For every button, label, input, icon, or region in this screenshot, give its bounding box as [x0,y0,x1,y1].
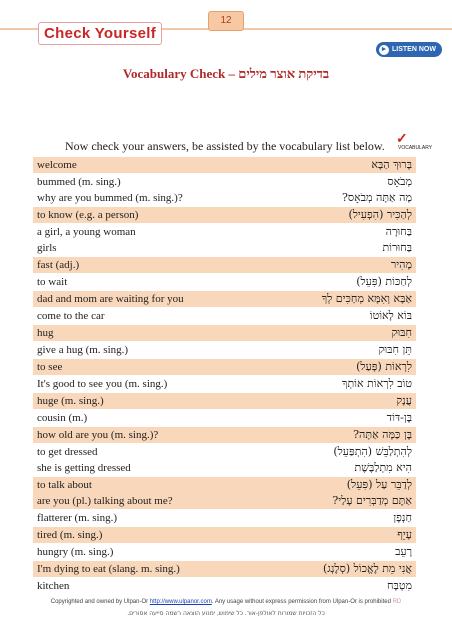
hebrew-term [273,207,416,224]
english-term [33,578,273,595]
hebrew-line: עֲנָק [396,394,412,407]
vocab-row [33,561,416,578]
english-line: she is getting dressed [37,462,131,474]
hebrew-line: מִטְבָּח [387,579,412,592]
vocab-row [33,257,416,274]
hebrew-term [273,393,416,410]
vocab-row [33,308,416,325]
english-term [33,393,273,410]
english-term [33,444,273,477]
english-line: to wait [37,276,68,288]
hebrew-line: בָּרוּךְ הַבָּא [371,158,412,171]
vocab-row [33,393,416,410]
english-term [33,561,273,578]
english-term [33,544,273,561]
hebrew-line: בֶּן-דּוֹד [386,411,412,424]
hebrew-copyright: כל הזכויות שמורות לאולפן-אור. כל שימוש, ימנוע הוצאה רשמה סייעה אסורים. [127,610,325,617]
hebrew-term [273,291,416,308]
hebrew-term [273,174,416,207]
english-term [33,157,273,174]
vocab-row [33,174,416,207]
english-term [33,359,273,376]
copyright-suffix: . Any usage without express permission from Ulpan-Or is prohibited [211,599,391,605]
vocab-row [33,578,416,595]
vocab-row [33,291,416,308]
hebrew-term [273,544,416,561]
english-line: are you (pl.) talking about me? [37,495,173,507]
vocab-row [33,157,416,174]
hebrew-line: אַבָּא וְאִמָּא מְחַכִּים לְךָ [321,292,412,305]
listen-now-label: LISTEN NOW [392,46,436,53]
english-line: how old are you (m. sing.)? [37,429,159,441]
ulpanor-link[interactable]: http://www.ulpanor.com [149,599,212,605]
hebrew-term [273,444,416,477]
english-line: give a hug (m. sing.) [37,344,129,356]
hebrew-line: תֵּן חִבּוּק [378,343,412,356]
english-term [33,257,273,274]
hebrew-term [273,527,416,544]
hebrew-line: לִרְאוֹת (פָּעַל) [356,360,412,373]
hebrew-line: בַּחוּרוֹת [382,241,412,254]
vocab-row [33,444,416,477]
vocab-row [33,376,416,393]
hebrew-line: בַּחוּרָה [385,225,412,238]
english-line: I'm dying to eat (slang. m. sing.) [37,563,180,575]
english-term [33,325,273,342]
vocabulary-table [33,157,416,595]
english-line: to talk about [37,479,92,491]
speaker-icon: ► [380,46,388,53]
vocab-row [33,342,416,359]
hebrew-line: לְהִתְלַבֵּשׁ (הִתְפַּעֵל) [333,445,412,458]
copyright-prefix: Copyrighted and owned by Ulpan-Or [50,599,150,605]
english-term [33,291,273,308]
english-term [33,342,273,359]
english-line: to know (e.g. a person) [37,209,139,221]
hebrew-line: מְבֹאָס [387,175,412,188]
vocab-row [33,427,416,444]
hebrew-line: מָה אַתָּה מְבֹאָס? [341,191,412,204]
english-line: cousin (m.) [37,412,88,424]
hebrew-term [273,224,416,257]
english-line: hungry (m. sing.) [37,546,114,558]
hebrew-line: אֲנִי מֵת לֶאֱכוֹל (סְלֶנְג) [322,562,412,575]
vocab-row [33,274,416,291]
english-term [33,308,273,325]
english-term [33,527,273,544]
hebrew-line: לְהַכִּיר (הִפְעִיל) [348,208,412,221]
english-term [33,274,273,291]
english-line: tired (m. sing.) [37,529,103,541]
english-line: hug [37,327,54,339]
english-term [33,376,273,393]
vocabulary-badge-label: VOCABULARY [398,145,433,151]
instruction-text: Now check your answers, be assisted by the vocabulary list below. [65,139,385,153]
page-title: Vocabulary Check – בדיקת אוצר מילים [122,66,330,81]
english-term [33,207,273,224]
footer-mark: RD [392,599,402,605]
english-term [33,410,273,427]
check-yourself-logo: Check Yourself [38,22,162,45]
hebrew-term [273,325,416,342]
hebrew-line: לְדַבֵּר עַל (פִּעֵל) [346,478,412,491]
english-line: dad and mom are waiting for you [37,293,184,305]
hebrew-line: רָעֵב [395,545,412,558]
hebrew-term [273,257,416,274]
hebrew-term [273,561,416,578]
hebrew-line: מָהִיר [390,258,412,271]
english-line: flatterer (m. sing.) [37,512,118,524]
hebrew-term [273,342,416,359]
hebrew-line: בֶּן כַּמָּה אַתָּה? [353,428,412,441]
hebrew-term [273,376,416,393]
english-term [33,510,273,527]
hebrew-term [273,274,416,291]
english-line: to see [37,361,63,373]
english-term [33,477,273,510]
hebrew-line: בּוֹא לָאוֹטוֹ [369,309,412,322]
hebrew-term [273,510,416,527]
hebrew-line: חִבּוּק [391,326,412,339]
hebrew-term [273,578,416,595]
hebrew-line: עָיֵף [397,528,412,541]
hebrew-line: חַנְפָן [393,511,412,524]
vocab-row [33,477,416,510]
checkmark-icon: ✓ [396,132,408,147]
english-line: huge (m. sing.) [37,395,104,407]
english-line: welcome [37,159,77,171]
vocab-row [33,207,416,224]
english-line: It's good to see you (m. sing.) [37,378,168,390]
page-number: 12 [208,11,244,31]
english-line: kitchen [37,580,70,592]
vocab-row [33,544,416,561]
english-line: bummed (m. sing.) [37,176,121,188]
hebrew-term [273,410,416,427]
copyright-footer [0,599,452,605]
hebrew-term [273,359,416,376]
vocab-row [33,359,416,376]
listen-now-button[interactable] [376,42,442,57]
hebrew-line: אַתֶּם מְדַבְּרִים עָלַי? [332,494,412,507]
vocab-row [33,410,416,427]
vocabulary-badge [394,133,432,153]
hebrew-term [273,308,416,325]
english-term [33,174,273,207]
english-line: fast (adj.) [37,259,80,271]
hebrew-term [273,157,416,174]
hebrew-term [273,477,416,510]
english-term [33,427,273,444]
vocab-row [33,325,416,342]
vocab-row [33,224,416,257]
vocab-row [33,527,416,544]
english-line: girls [37,242,57,254]
english-line: why are you bummed (m. sing.)? [37,192,183,204]
english-line: to get dressed [37,446,98,458]
english-line: come to the car [37,310,105,322]
hebrew-line: הִיא מִתְלַבֶּשֶׁת [354,461,412,474]
english-term [33,224,273,257]
hebrew-term [273,427,416,444]
vocab-row [33,510,416,527]
hebrew-line: לְחַכּוֹת (פִּעֵל) [356,275,412,288]
hebrew-line: טוֹב לִרְאוֹת אוֹתְךָ [342,377,412,390]
english-line: a girl, a young woman [37,226,136,238]
